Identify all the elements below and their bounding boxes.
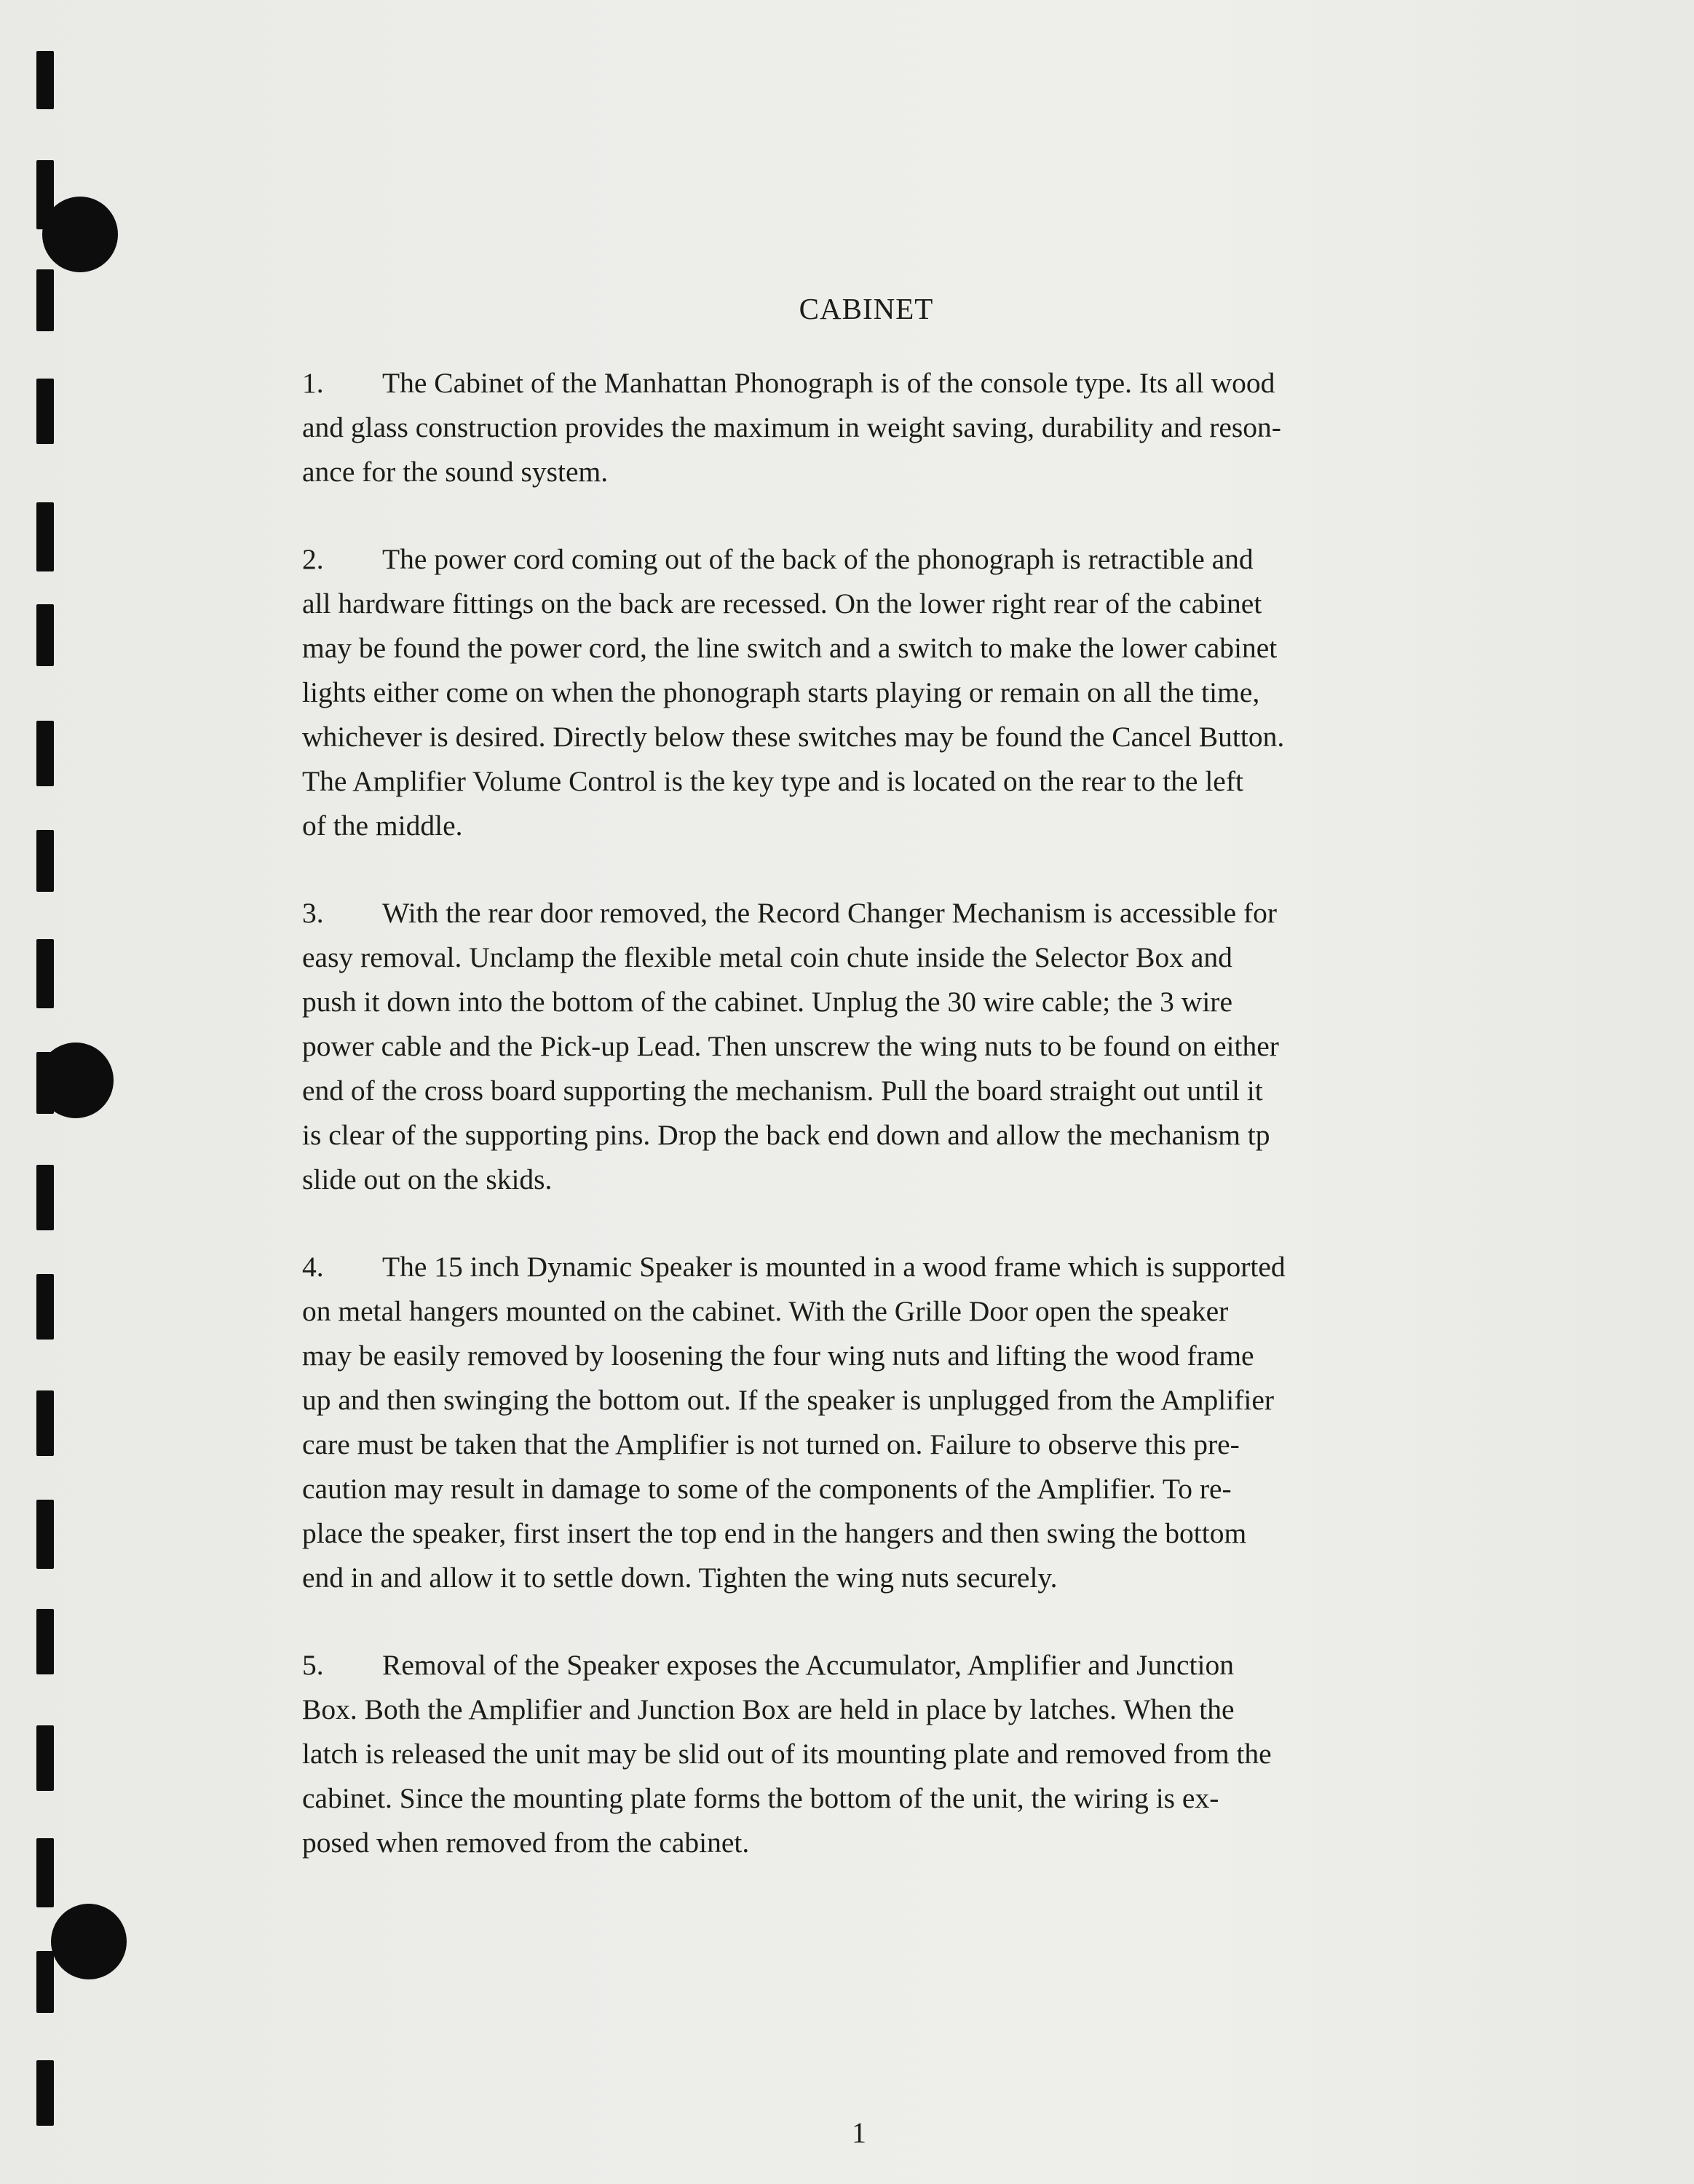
paragraph-2 (302, 537, 1416, 848)
punch-slot (36, 1165, 54, 1230)
punch-slot (36, 51, 54, 109)
punch-slot (36, 502, 54, 571)
binding-punch-strip (0, 0, 131, 2184)
paragraph-text: The 15 inch Dynamic Speaker is mounted in a wood frame which is supported on metal hangers mounted on the cabinet. With the Grille Door open the speaker may be easily removed by loosening the four wing nuts and lifting the wood frame up and then swinging the bottom out. If the speaker is unplugged from the Amplifier care must be taken that the Amplifier is not turned on. Failure to observe this pre- caution may result in damage to some of the components of the Amplifier. To re- place the speaker, first insert the top end in the hangers and then swing the bottom end in and allow it to settle down. Tighten the wing nuts securely. (302, 1251, 1286, 1594)
paragraph-number: 1. (302, 367, 324, 399)
page-title: CABINET (799, 292, 934, 325)
punch-slot (36, 604, 54, 666)
punch-slot (36, 1838, 54, 1907)
paragraph-number: 5. (302, 1649, 324, 1681)
page-number: 1 (852, 2116, 866, 2149)
binding-hole (51, 1904, 127, 1979)
document-body (302, 291, 1416, 1908)
paragraph-text: Removal of the Speaker exposes the Accumulator, Amplifier and Junction Box. Both the Amplifier and Junction Box are held in place by latches. When the latch is released the unit may be slid out of its mounting plate and removed from the cabinet. Since the mounting plate forms the bottom of the unit, the wiring is ex- posed when removed from the cabinet. (302, 1649, 1272, 1859)
punch-slot (36, 379, 54, 444)
paragraph-text: The Cabinet of the Manhattan Phonograph is of the console type. Its all wood and glass construction provides the maximum in weight saving, durability and reson- ance for the sound system. (302, 367, 1281, 488)
paragraph-4 (302, 1245, 1416, 1600)
punch-slot (36, 1500, 54, 1569)
punch-slot (36, 1951, 54, 2013)
punch-slot (36, 1609, 54, 1674)
paragraph-1 (302, 361, 1416, 494)
punch-slot (36, 721, 54, 786)
punch-slot (36, 830, 54, 892)
punch-slot (36, 1390, 54, 1456)
paragraph-number: 4. (302, 1251, 324, 1283)
paragraph-number: 2. (302, 543, 324, 575)
paragraph-number: 3. (302, 897, 324, 929)
paragraph-3 (302, 891, 1416, 1202)
punch-slot (36, 269, 54, 331)
punch-slot (36, 1725, 54, 1791)
binding-hole (42, 197, 118, 272)
paragraph-5 (302, 1643, 1416, 1865)
punch-slot (36, 1274, 54, 1340)
punch-slot (36, 939, 54, 1008)
paragraph-text: The power cord coming out of the back of the phonograph is retractible and all hardware fittings on the back are recessed. On the lower right rear of the cabinet may be found the power cord, the line switch and a switch to make the lower cabinet lights either come on when the phonograph starts playing or remain on all the time, whichever is desired. Directly below these switches may be found the Cancel Button. The Amplifier Volume Control is the key type and is located on the rear to the left of the middle. (302, 543, 1285, 842)
paragraph-text: With the rear door removed, the Record Changer Mechanism is accessible for easy removal. Unclamp the flexible metal coin chute inside the Selector Box and push it down into the bottom of the cabinet. Unplug the 30 wire cable; the 3 wire power cable and the Pick-up Lead. Then unscrew the wing nuts to be found on either end of the cross board supporting the mechanism. Pull the board straight out until it is clear of the supporting pins. Drop the back end down and allow the mechanism tp slide out on the skids. (302, 897, 1279, 1195)
binding-hole (38, 1042, 114, 1118)
punch-slot (36, 2060, 54, 2126)
